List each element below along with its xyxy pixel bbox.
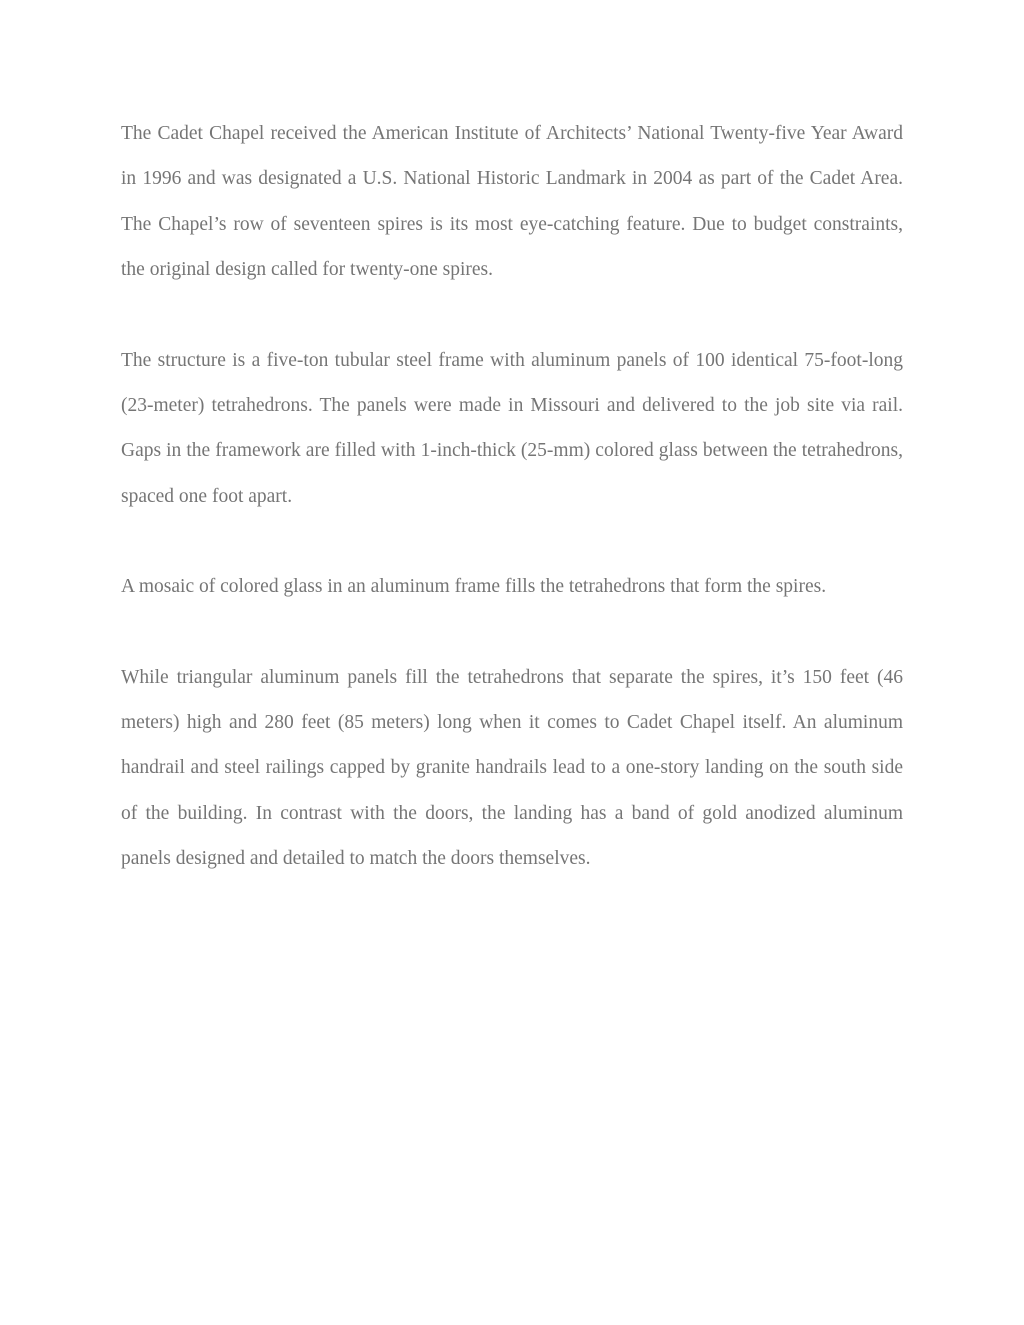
document-body — [121, 111, 903, 882]
paragraph-dimensions: While triangular aluminum panels fill the tetrahedrons that separate the spires, it’s 150 feet (46 meters) high and 280 feet (85 meters) long when it comes to Cadet Chapel itself. An aluminum handrail and steel railings capped by granite handrails lead to a one-story landing on the south side of the building. In contrast with the doors, the landing has a band of gold anodized aluminum panels designed and detailed to match the doors themselves. — [121, 666, 903, 870]
paragraph-mosaic: A mosaic of colored glass in an aluminum frame fills the tetrahedrons that form the spires. — [121, 576, 827, 598]
paragraph-structure: The structure is a five-ton tubular steel frame with aluminum panels of 100 identical 75-foot-long (23-meter) tetrahedrons. The panels were made in Missouri and delivered to the job site via rail. Gaps in the framework are filled with 1-inch-thick (25-mm) colored glass between the tetrahedrons, spaced one foot apart. — [121, 349, 903, 507]
paragraph-chapel-awards: The Cadet Chapel received the American Institute of Architects’ National Twenty-five Year Award in 1996 and was designated a U.S. National Historic Landmark in 2004 as part of the Cadet Area. The Chapel’s row of seventeen spires is its most eye-catching feature. Due to budget constraints, the original design called for twenty-one spires. — [121, 123, 903, 281]
